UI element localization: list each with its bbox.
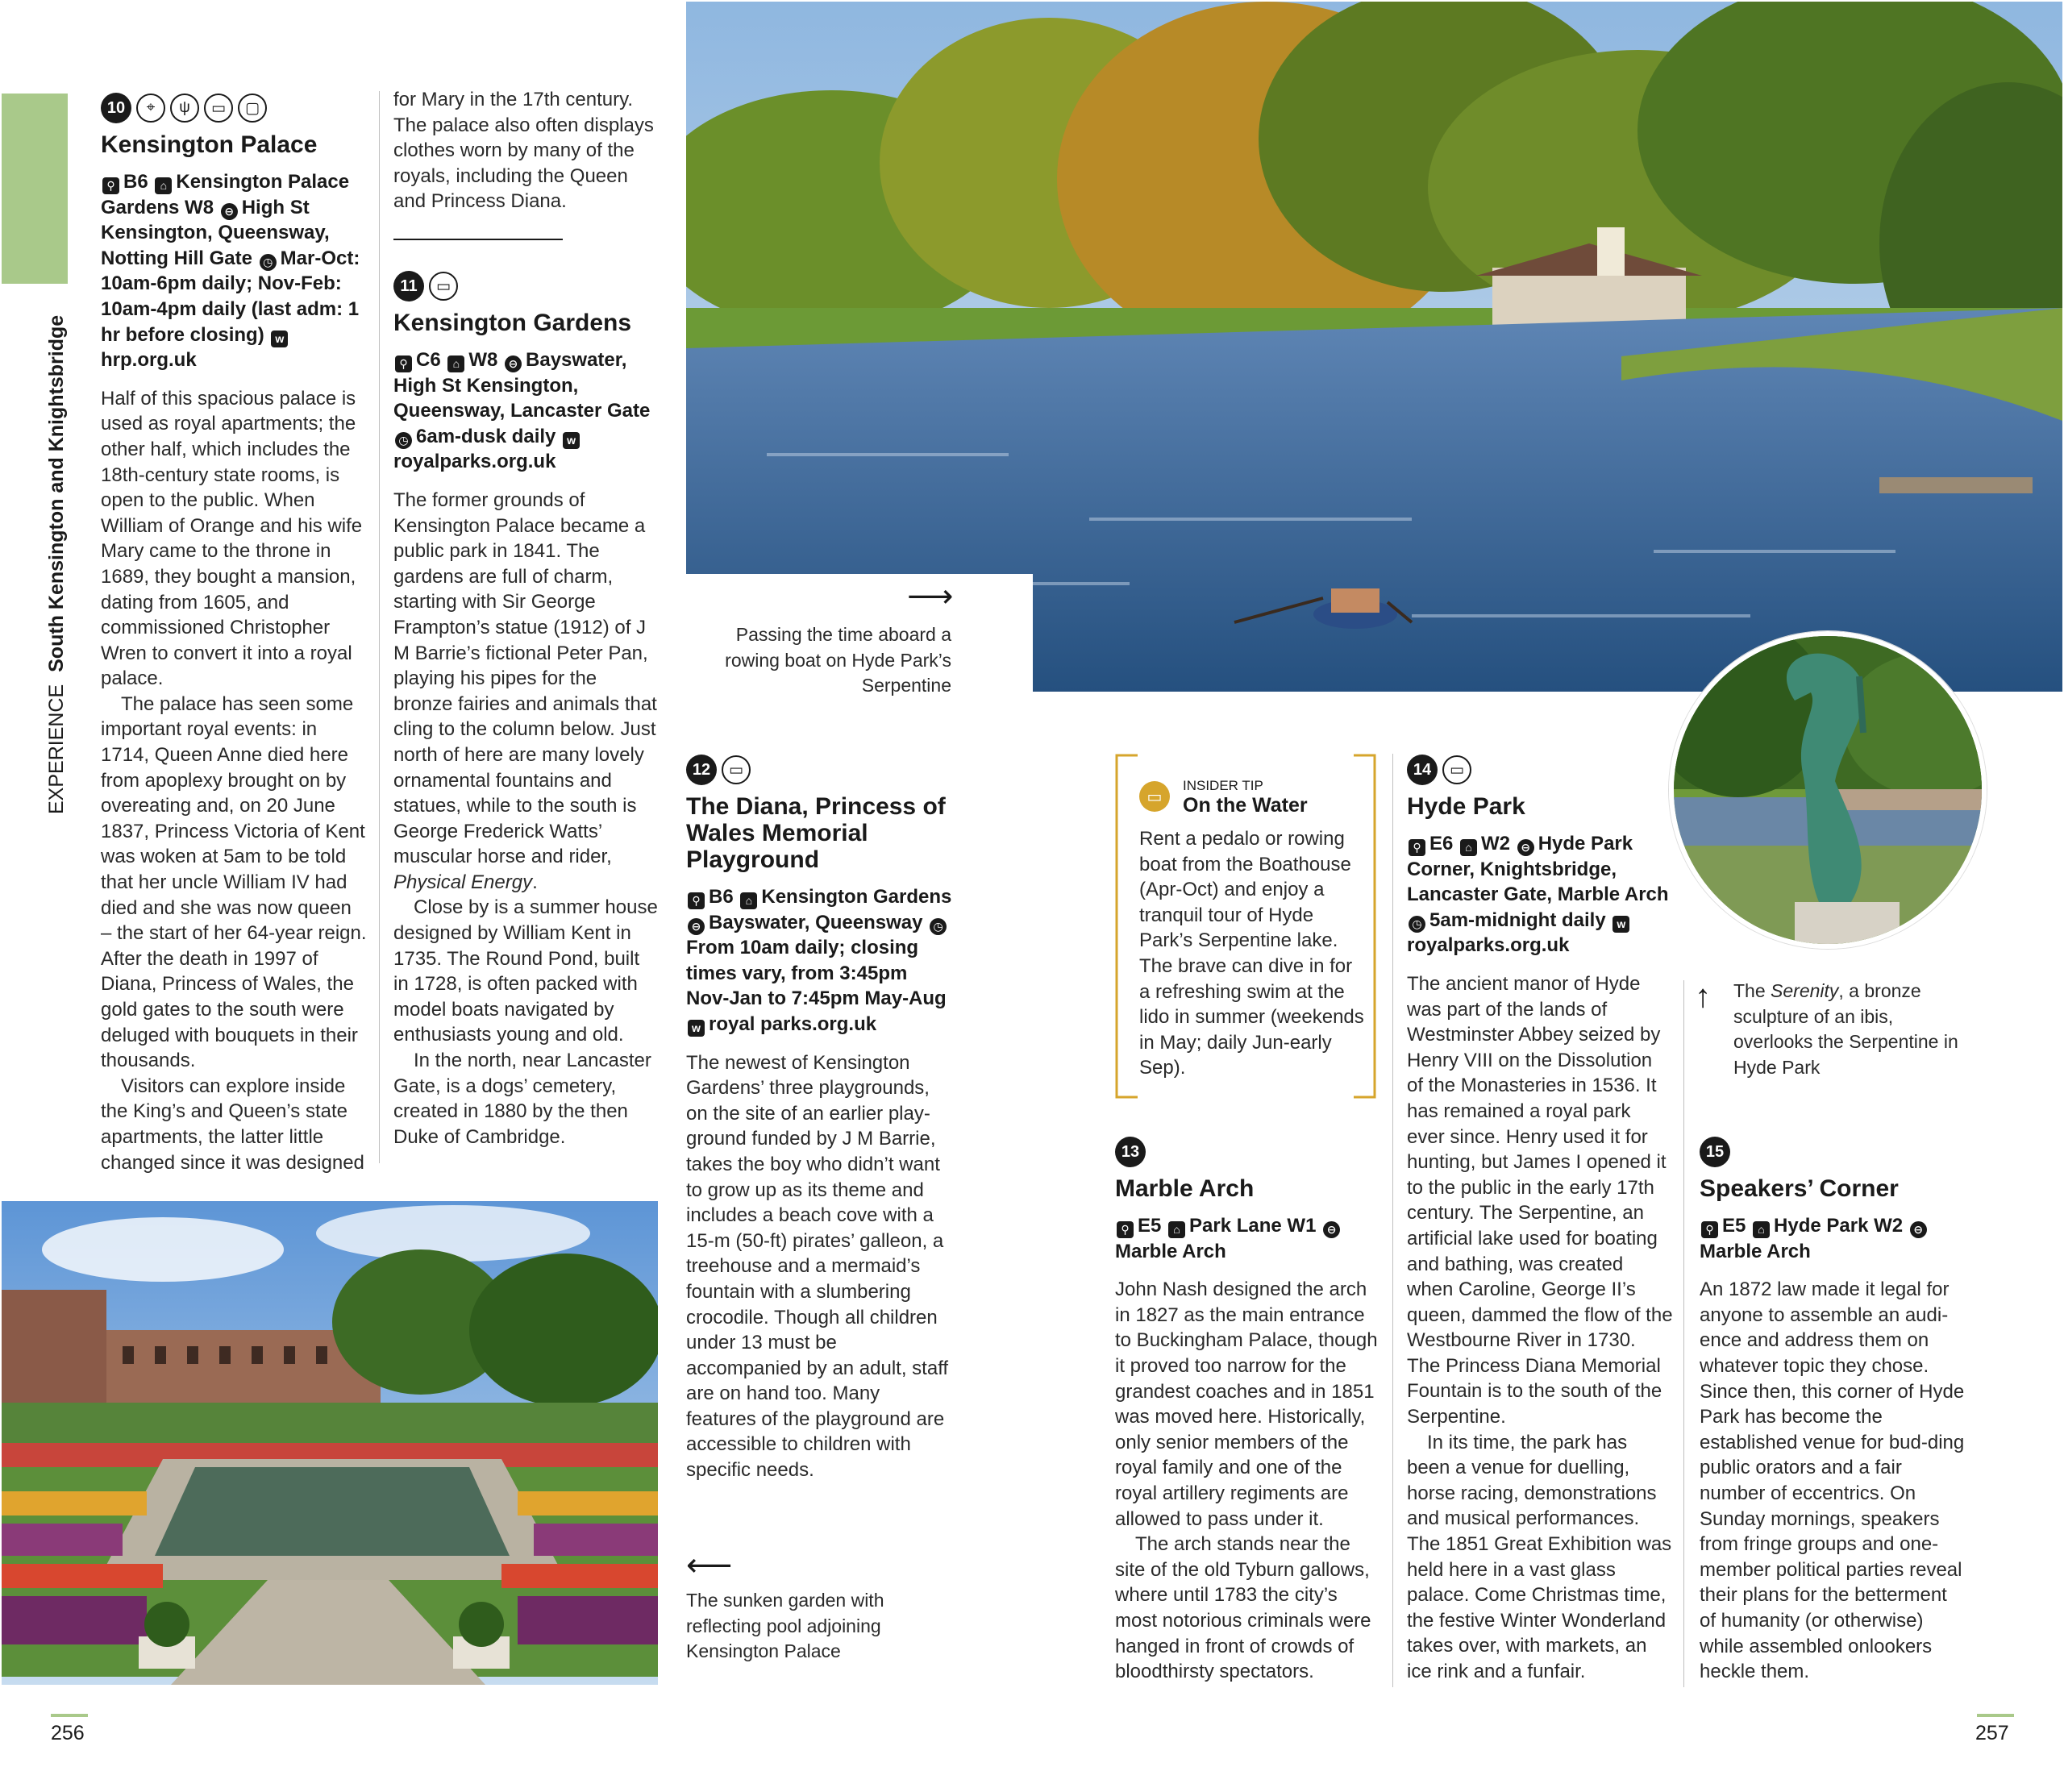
train-icon: ⊖ <box>221 203 238 220</box>
entry-info <box>101 169 367 373</box>
entry-number: 13 <box>1115 1137 1146 1167</box>
page-number-rule-left <box>51 1714 88 1717</box>
entry-number: 12 <box>686 755 717 785</box>
page-number-rule-right <box>1977 1714 2014 1717</box>
paragraph: John Nash designed the arch in 1827 as the main entrance to Buckingham Palace, though it proved too narrow for the grandest coaches and in 1851 was moved here. Historically, only senior members of the royal family and one of the royal artillery regiments are allowed to pass under it. <box>1115 1279 1378 1530</box>
paragraph: Visitors can explore inside the King’s and Queen’s state apartments, the latter little changed since it was designed <box>101 1075 364 1174</box>
map-pin-icon: ⚲ <box>1117 1221 1134 1238</box>
entry-diana-playground <box>686 753 952 1483</box>
train-icon: ⊖ <box>505 355 522 372</box>
website-link[interactable]: royalparks.org.uk <box>1407 934 1570 957</box>
address: Hyde Park W2 <box>1774 1215 1904 1237</box>
entry-number: 10 <box>101 93 131 123</box>
transport: Marble Arch <box>1115 1240 1226 1262</box>
web-icon: w <box>563 432 580 449</box>
cafe-icon: ▭ <box>204 94 233 123</box>
restaurant-icon: ψ <box>170 94 199 123</box>
paragraph: Half of this spacious palace is used as royal apartments; the other half, which includes the 18th-century state rooms, is open to the public. When William of Orange and his wife Mary came to the throne in 1689, they bought a mansion, dating from 1605, and commissioned Christopher Wren to convert it into a royal palace. <box>101 387 363 690</box>
clock-icon: ◷ <box>1409 916 1425 933</box>
ticket-icon: ⌖ <box>136 94 165 123</box>
entry-info <box>1700 1213 1966 1264</box>
web-icon: w <box>271 331 288 347</box>
hours: 5am-midnight daily <box>1429 908 1606 931</box>
website-link[interactable]: hrp.org.uk <box>101 349 197 372</box>
address: Kensington Gardens <box>761 886 952 908</box>
shop-icon: ▢ <box>238 94 267 123</box>
map-pin-icon: ⚲ <box>1701 1221 1718 1238</box>
grid-ref: B6 <box>123 171 148 193</box>
entry-body-continued <box>393 87 660 214</box>
entry-icon-row <box>393 269 660 303</box>
entry-title: Kensington Palace <box>101 131 318 158</box>
tip-kicker: INSIDER TIP <box>1183 778 1263 793</box>
sidebar-tab <box>2 94 68 284</box>
address: Park Lane W1 <box>1189 1215 1317 1237</box>
transport: Bayswater, High St Kensington, Queensway, Lancaster Gate <box>393 349 651 422</box>
grid-ref: E6 <box>1429 833 1454 854</box>
page-number-left: 256 <box>51 1722 85 1744</box>
entry-icon-row <box>1700 1135 1966 1169</box>
cafe-icon: ▭ <box>1442 755 1471 784</box>
speech-bubble-icon: ▭ <box>1139 781 1170 812</box>
entry-number: 15 <box>1700 1137 1730 1167</box>
entry-title: Hyde Park <box>1407 793 1525 820</box>
column-rule <box>1683 980 1684 1687</box>
caption-serenity: The Serenity, a bronze sculpture of an ibis, overlooks the Serpentine in Hyde Park <box>1733 980 1958 1078</box>
column-rule <box>1392 754 1393 1687</box>
entry-icon-row <box>686 753 952 787</box>
map-pin-icon: ⚲ <box>102 177 119 194</box>
transport: Marble Arch <box>1700 1240 1811 1262</box>
address: Kensington Palace Gardens W8 <box>101 171 350 218</box>
entry-icon-row <box>1407 753 1673 787</box>
sidebar-running-head <box>45 315 69 814</box>
paragraph: An 1872 law made it legal for anyone to assemble an audi-ence and address them on whatever topic they chose. Since then, this corner of Hyde Park has become the established venue for bud-ding public orators and a fair number of eccentrics. On Sunday mornings, speakers from fringe groups and one-member political parties reveal their plans for the betterment of humanity (or otherwise) while assembled onlookers heckle them. <box>1700 1279 1965 1683</box>
paragraph: The palace has seen some important royal events: in 1714, Queen Anne died here from apoplexy brought on by overeating and, on 20 June 1837, Princess Victoria of Kent was woken at 5am to be told that her uncle William IV had died and she was now queen – the start of her 64-year reign. After the death in 1997 of Diana, Princess of Wales, the gold gates to the south were deluged with bouquets in their thousands. <box>101 692 367 1072</box>
page-number-right: 257 <box>1975 1722 2009 1744</box>
cafe-icon: ▭ <box>722 755 751 784</box>
hours: From 10am daily; closing times vary, from 3:45pm Nov-Jan to 7:45pm May-Aug <box>686 937 947 1010</box>
website-link[interactable]: royal parks.org.uk <box>709 1012 877 1035</box>
artwork-title: Physical Energy <box>393 871 533 893</box>
entry-speakers-corner <box>1700 1135 1966 1685</box>
entry-info <box>1115 1213 1381 1264</box>
section-divider <box>393 239 563 240</box>
column-rule <box>379 91 380 1163</box>
paragraph: The arch stands near the site of the old Tyburn gallows, where until 1783 the city’s most notorious criminals were hanged in front of crowds of bloodthirsty spectators. <box>1115 1533 1371 1683</box>
map-pin-icon: ⚲ <box>395 355 412 372</box>
clock-icon: ◷ <box>930 918 947 935</box>
paragraph: The ancient manor of Hyde was part of the lands of Westminster Abbey seized by Henry VIII on the Dissolution of the Monasteries in 1536. It has remained a royal park ever since. Henry used it for hunting, but James I opened it to the public in the early 17th century. The Serpentine, an artificial lake used for boating and bathing, was created when Caroline, George II’s queen, dammed the flow of the Westbourne River in 1730. The Princess Diana Memorial Fountain is to the south of the Serpentine. <box>1407 972 1673 1428</box>
entry-icon-row <box>101 91 367 125</box>
paragraph: The newest of Kensington Gardens’ three playgrounds, on the site of an earlier play-ground funded by J M Barrie, takes the boy who didn’t want to grow up as its theme and includes a beach cove with a 15-m (50-ft) pirates’ galleon, a treehouse and a mermaid’s fountain with a slumbering crocodile. Though all children under 13 must be accompanied by an adult, staff are on hand too. Many features of the playground are accessible to children with specific needs. <box>686 1051 949 1482</box>
grid-ref: C6 <box>416 349 441 371</box>
paragraph: Close by is a summer house designed by William Kent in 1735. The Round Pond, built in 1728, is often packed with model boats navigated by enthusiasts young and old. <box>393 896 658 1046</box>
house-icon: ⌂ <box>447 355 464 372</box>
house-icon: ⌂ <box>155 177 172 194</box>
entry-body <box>1115 1277 1381 1685</box>
sunken-garden-photo <box>2 1201 658 1685</box>
entry-body <box>393 488 660 1150</box>
cafe-icon: ▭ <box>429 272 458 301</box>
arrow-right-icon: ⟶ <box>907 579 954 614</box>
website-link[interactable]: royalparks.org.uk <box>393 451 556 473</box>
hours: Mar-Oct: 10am-6pm daily; Nov-Feb: 10am-4pm daily (last adm: 1 hr before closing) <box>101 247 360 346</box>
house-icon: ⌂ <box>1168 1221 1185 1238</box>
address: W8 <box>468 349 498 371</box>
web-icon: w <box>1612 916 1629 933</box>
map-pin-icon: ⚲ <box>1409 839 1425 856</box>
paragraph: In its time, the park has been a venue for duelling, horse racing, demonstrations and musical performances. The 1851 Great Exhibition was held here in a vast glass palace. Come Christmas time, the festive Winter Wonderland takes over, with markets, an ice rink and a funfair. <box>1407 1431 1672 1682</box>
entry-info <box>1407 831 1673 958</box>
entry-kensington-gardens <box>393 269 660 1150</box>
entry-hyde-park <box>1407 753 1673 1685</box>
paragraph: The former grounds of Kensington Palace became a public park in 1841. The gardens are full of charm, starting with Sir George Frampton’s statue (1912) of J M Barrie’s fictional Peter Pan, playing his pipes for the bronze fairies and animals that cling to the column below. Just north of here are many lovely ornamental fountains and statues, while to the south is George Frederick Watts’ muscular horse and rider, Physical Energy. <box>393 489 657 893</box>
clock-icon: ◷ <box>395 432 412 449</box>
train-icon: ⊖ <box>1910 1221 1927 1238</box>
arrow-left-icon: ⟵ <box>686 1548 733 1583</box>
entry-title: Marble Arch <box>1115 1175 1255 1202</box>
entry-body <box>101 386 367 1175</box>
entry-info <box>393 347 660 475</box>
arrow-up-icon: ↑ <box>1695 979 1711 1014</box>
hours: 6am-dusk daily <box>416 425 556 447</box>
transport: Hyde Park Corner, Knightsbridge, Lancaster Gate, Marble Arch <box>1407 833 1669 906</box>
grid-ref: E5 <box>1722 1215 1746 1237</box>
grid-ref: B6 <box>709 886 734 908</box>
insider-tip-box <box>1115 754 1376 1099</box>
entry-marble-arch <box>1115 1135 1381 1685</box>
entry-kensington-palace-continued <box>393 87 660 214</box>
entry-body <box>686 1050 952 1483</box>
entry-title: The Diana, Princess of Wales Memorial Playground <box>686 793 946 873</box>
entry-title: Kensington Gardens <box>393 310 632 336</box>
tip-text: Rent a pedalo or rowing boat from the Boathouse (Apr-Oct) and enjoy a tranquil tour of Hyde Park’s Serpentine lake. The brave can dive in for a refreshing swim at the lido in summer (weekends in May; daily Jun-early Sep). <box>1139 828 1364 1079</box>
house-icon: ⌂ <box>740 892 757 909</box>
house-icon: ⌂ <box>1460 839 1477 856</box>
map-pin-icon: ⚲ <box>688 892 705 909</box>
grid-ref: E5 <box>1138 1215 1162 1237</box>
caption-serpentine: Passing the time aboard a rowing boat on Hyde Park’s Serpentine <box>725 624 951 696</box>
entry-kensington-palace <box>101 91 367 1175</box>
address: W2 <box>1481 833 1511 854</box>
entry-title: Speakers’ Corner <box>1700 1175 1899 1202</box>
train-icon: ⊖ <box>1323 1221 1340 1238</box>
paragraph: In the north, near Lancaster Gate, is a dogs’ cemetery, created in 1880 by the then Duke of Cambridge. <box>393 1050 651 1148</box>
entry-body <box>1700 1277 1966 1685</box>
transport: High St Kensington, Queensway, Notting Hill Gate <box>101 196 330 269</box>
sidebar-label-experience: EXPERIENCE <box>45 684 68 814</box>
entry-body <box>1407 971 1673 1685</box>
paragraph: for Mary in the 17th century. The palace also often displays clothes worn by many of the royals, including the Queen and Princess Diana. <box>393 89 654 213</box>
entry-number: 14 <box>1407 755 1438 785</box>
serenity-sculpture-photo <box>1669 631 1987 949</box>
web-icon: w <box>688 1020 705 1037</box>
train-icon: ⊖ <box>1517 839 1534 856</box>
tip-title: On the Water <box>1183 794 1308 817</box>
transport: Bayswater, Queensway <box>709 911 923 933</box>
house-icon: ⌂ <box>1753 1221 1770 1238</box>
train-icon: ⊖ <box>688 918 705 935</box>
caption-sunken-garden: The sunken garden with reflecting pool adjoining Kensington Palace <box>686 1590 884 1662</box>
sidebar-label-area: South Kensington and Knightsbridge <box>45 314 68 672</box>
artwork-title: Serenity <box>1771 980 1839 1001</box>
clock-icon: ◷ <box>260 254 277 271</box>
entry-info <box>686 884 952 1037</box>
entry-icon-row <box>1115 1135 1381 1169</box>
entry-number: 11 <box>393 271 424 301</box>
